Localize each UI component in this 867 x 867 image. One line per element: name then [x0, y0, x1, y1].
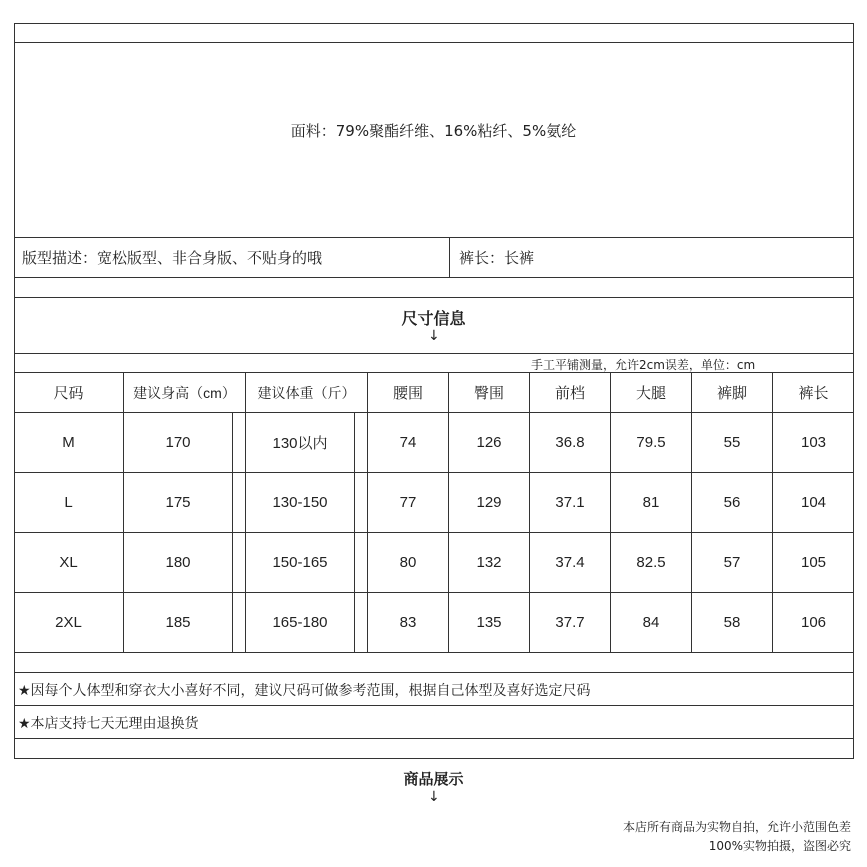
table-cell: 58 [723, 614, 741, 631]
table-col-divider [354, 412, 355, 652]
product-display-title: 商品展示 [403, 770, 464, 788]
table-cell: 84 [642, 614, 660, 631]
table-cell: 103 [800, 434, 827, 451]
table-cell: 132 [476, 554, 502, 571]
table-cell: 79.5 [636, 434, 666, 451]
fabric-info: 面料：79%聚酯纤维、16%粘纤、5%氨纶 [290, 122, 577, 140]
table-cell: 2XL [55, 614, 82, 631]
footer-copyright-note: 100%实物拍摄，盗图必究 [708, 839, 851, 853]
table-cell: 185 [165, 614, 191, 631]
table-cell: 77 [399, 494, 417, 511]
table-header-thigh: 大腿 [635, 385, 666, 402]
return-policy-note: ★本店支持七天无理由退换货 [18, 716, 199, 732]
table-cell: 36.8 [555, 434, 585, 451]
table-header-hip: 臀围 [473, 385, 504, 402]
down-arrow-icon: ↓ [428, 789, 440, 805]
table-header-weight: 建议体重（斤） [257, 384, 356, 401]
divider [14, 353, 854, 354]
divider [14, 672, 854, 673]
divider [14, 705, 854, 706]
table-header-height: 建议身高（cm） [133, 384, 236, 401]
table-cell: 81 [642, 494, 660, 511]
table-cell: 82.5 [636, 554, 666, 571]
table-cell: 37.4 [555, 554, 585, 571]
divider [14, 42, 854, 43]
table-cell: 74 [399, 434, 417, 451]
table-cell: 106 [800, 614, 827, 631]
size-info-title: 尺寸信息 [401, 309, 466, 328]
table-cell: 130以内 [272, 435, 328, 452]
table-cell: 150-165 [272, 554, 328, 571]
table-cell: 105 [800, 554, 827, 571]
divider [449, 237, 450, 277]
table-cell: L [64, 494, 73, 511]
size-advice-note: ★因每个人体型和穿衣大小喜好不同，建议尺码可做参考范围，根据自己体型及喜好选定尺码 [18, 683, 591, 699]
fit-description: 版型描述：宽松版型、非合身版、不贴身的哦 [22, 249, 323, 267]
footer-color-note: 本店所有商品为实物自拍，允许小范围色差 [622, 820, 851, 834]
table-cell: 83 [399, 614, 417, 631]
table-cell: 180 [165, 554, 191, 571]
measure-note: 手工平铺测量，允许2cm误差，单位：cm [531, 358, 756, 372]
table-header-length: 裤长 [798, 385, 829, 402]
table-header-front-rise: 前档 [554, 385, 585, 402]
table-header-size: 尺码 [53, 385, 84, 402]
table-cell: 80 [399, 554, 417, 571]
table-col-divider [232, 412, 233, 652]
divider [14, 738, 854, 739]
table-cell: M [62, 434, 75, 451]
table-header-waist: 腰围 [392, 385, 423, 402]
table-cell: 37.1 [555, 494, 585, 511]
table-cell: 130-150 [272, 494, 328, 511]
table-cell: 165-180 [272, 614, 328, 631]
divider [14, 277, 854, 278]
divider [14, 297, 854, 298]
table-cell: 57 [723, 554, 741, 571]
table-cell: 104 [800, 494, 827, 511]
table-cell: 37.7 [555, 614, 585, 631]
down-arrow-icon: ↓ [428, 328, 440, 344]
table-cell: 56 [723, 494, 741, 511]
table-cell: 175 [165, 494, 191, 511]
table-header-hem: 裤脚 [716, 385, 747, 402]
divider [14, 237, 854, 238]
table-cell: 126 [476, 434, 502, 451]
table-cell: 170 [165, 434, 191, 451]
table-cell: 55 [723, 434, 741, 451]
pants-length: 裤长：长裤 [459, 249, 535, 267]
table-cell: 129 [476, 494, 502, 511]
table-cell: XL [59, 554, 78, 571]
table-cell: 135 [476, 614, 502, 631]
divider [14, 652, 854, 653]
